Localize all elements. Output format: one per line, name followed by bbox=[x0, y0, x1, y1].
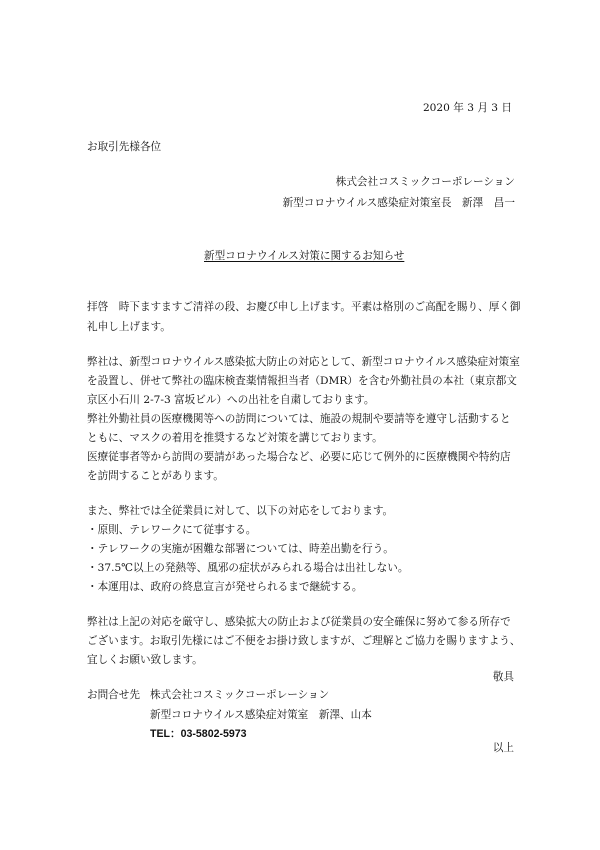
contact-phone: TEL：03-5802-5973 bbox=[150, 728, 247, 740]
document-date: 2020 年 3 月 3 日 bbox=[422, 102, 512, 114]
paragraph2-intro: また、弊社では全従業員に対して、以下の対応をしております。 bbox=[87, 505, 394, 517]
end-word: 以上 bbox=[492, 742, 514, 754]
paragraph1-line-2: を設置し、併せて弊社の臨床検査薬情報担当者（DMR）を含む外勤社員の本社（東京都文 bbox=[87, 375, 517, 387]
paragraph1-line-4: 弊社外勤社員の医療機関等への訪問については、施設の規制や要請等を遵守し活動すると bbox=[87, 413, 511, 425]
bullet-item-4: ・本運用は、政府の終息宣言が発せられるまで継続する。 bbox=[87, 581, 363, 593]
paragraph1-line-7: を訪問することがあります。 bbox=[87, 470, 224, 482]
contact-label: お問合せ先 bbox=[87, 689, 140, 701]
paragraph3-line-2: ございます。お取引先様にはご不便をお掛け致しますが、ご理解とご協力を賜りますよう、 bbox=[87, 635, 521, 647]
paragraph1-line-5: ともに、マスクの着用を推奨するなど対策を講じております。 bbox=[87, 432, 383, 444]
bullet-item-1: ・原則、テレワークにて従事する。 bbox=[87, 524, 257, 536]
closing-word: 敬具 bbox=[492, 671, 514, 683]
sender-name: 新型コロナウイルス感染症対策室長 新澤 昌一 bbox=[282, 197, 515, 209]
paragraph1-line-3: 京区小石川 2-7-3 富坂ビル）への出社を自粛しております。 bbox=[87, 394, 375, 406]
contact-company: 株式会社コスミックコーポレーション bbox=[150, 689, 330, 701]
paragraph3-line-1: 弊社は上記の対応を厳守し、感染拡大の防止および従業員の安全確保に努めて参る所存で bbox=[87, 616, 511, 628]
greeting-line-2: 礼申し上げます。 bbox=[87, 321, 171, 333]
paragraph1-line-1: 弊社は、新型コロナウイルス感染拡大防止の対応として、新型コロナウイルス感染症対策室 bbox=[87, 356, 520, 368]
recipient-line: お取引先様各位 bbox=[87, 141, 162, 153]
contact-department: 新型コロナウイルス感染症対策室 新澤、山本 bbox=[150, 709, 372, 721]
sender-company: 株式会社コスミックコーポレーション bbox=[335, 176, 515, 188]
bullet-item-2: ・テレワークの実施が困難な部署については、時差出勤を行う。 bbox=[87, 543, 394, 555]
paragraph1-line-6: 医療従事者等から訪問の要請があった場合など、必要に応じて例外的に医療機関や特約店 bbox=[87, 451, 511, 463]
paragraph3-line-3: 宜しくお願い致します。 bbox=[87, 654, 203, 666]
bullet-item-3: ・37.5℃以上の発熱等、風邪の症状がみられる場合は出社しない。 bbox=[87, 562, 409, 574]
document-title: 新型コロナウイルス対策に関するお知らせ bbox=[204, 250, 405, 262]
greeting-line-1: 拝啓 時下ますますご清祥の段、お慶び申し上げます。平素は格別のご高配を賜り、厚く御 bbox=[87, 301, 521, 313]
